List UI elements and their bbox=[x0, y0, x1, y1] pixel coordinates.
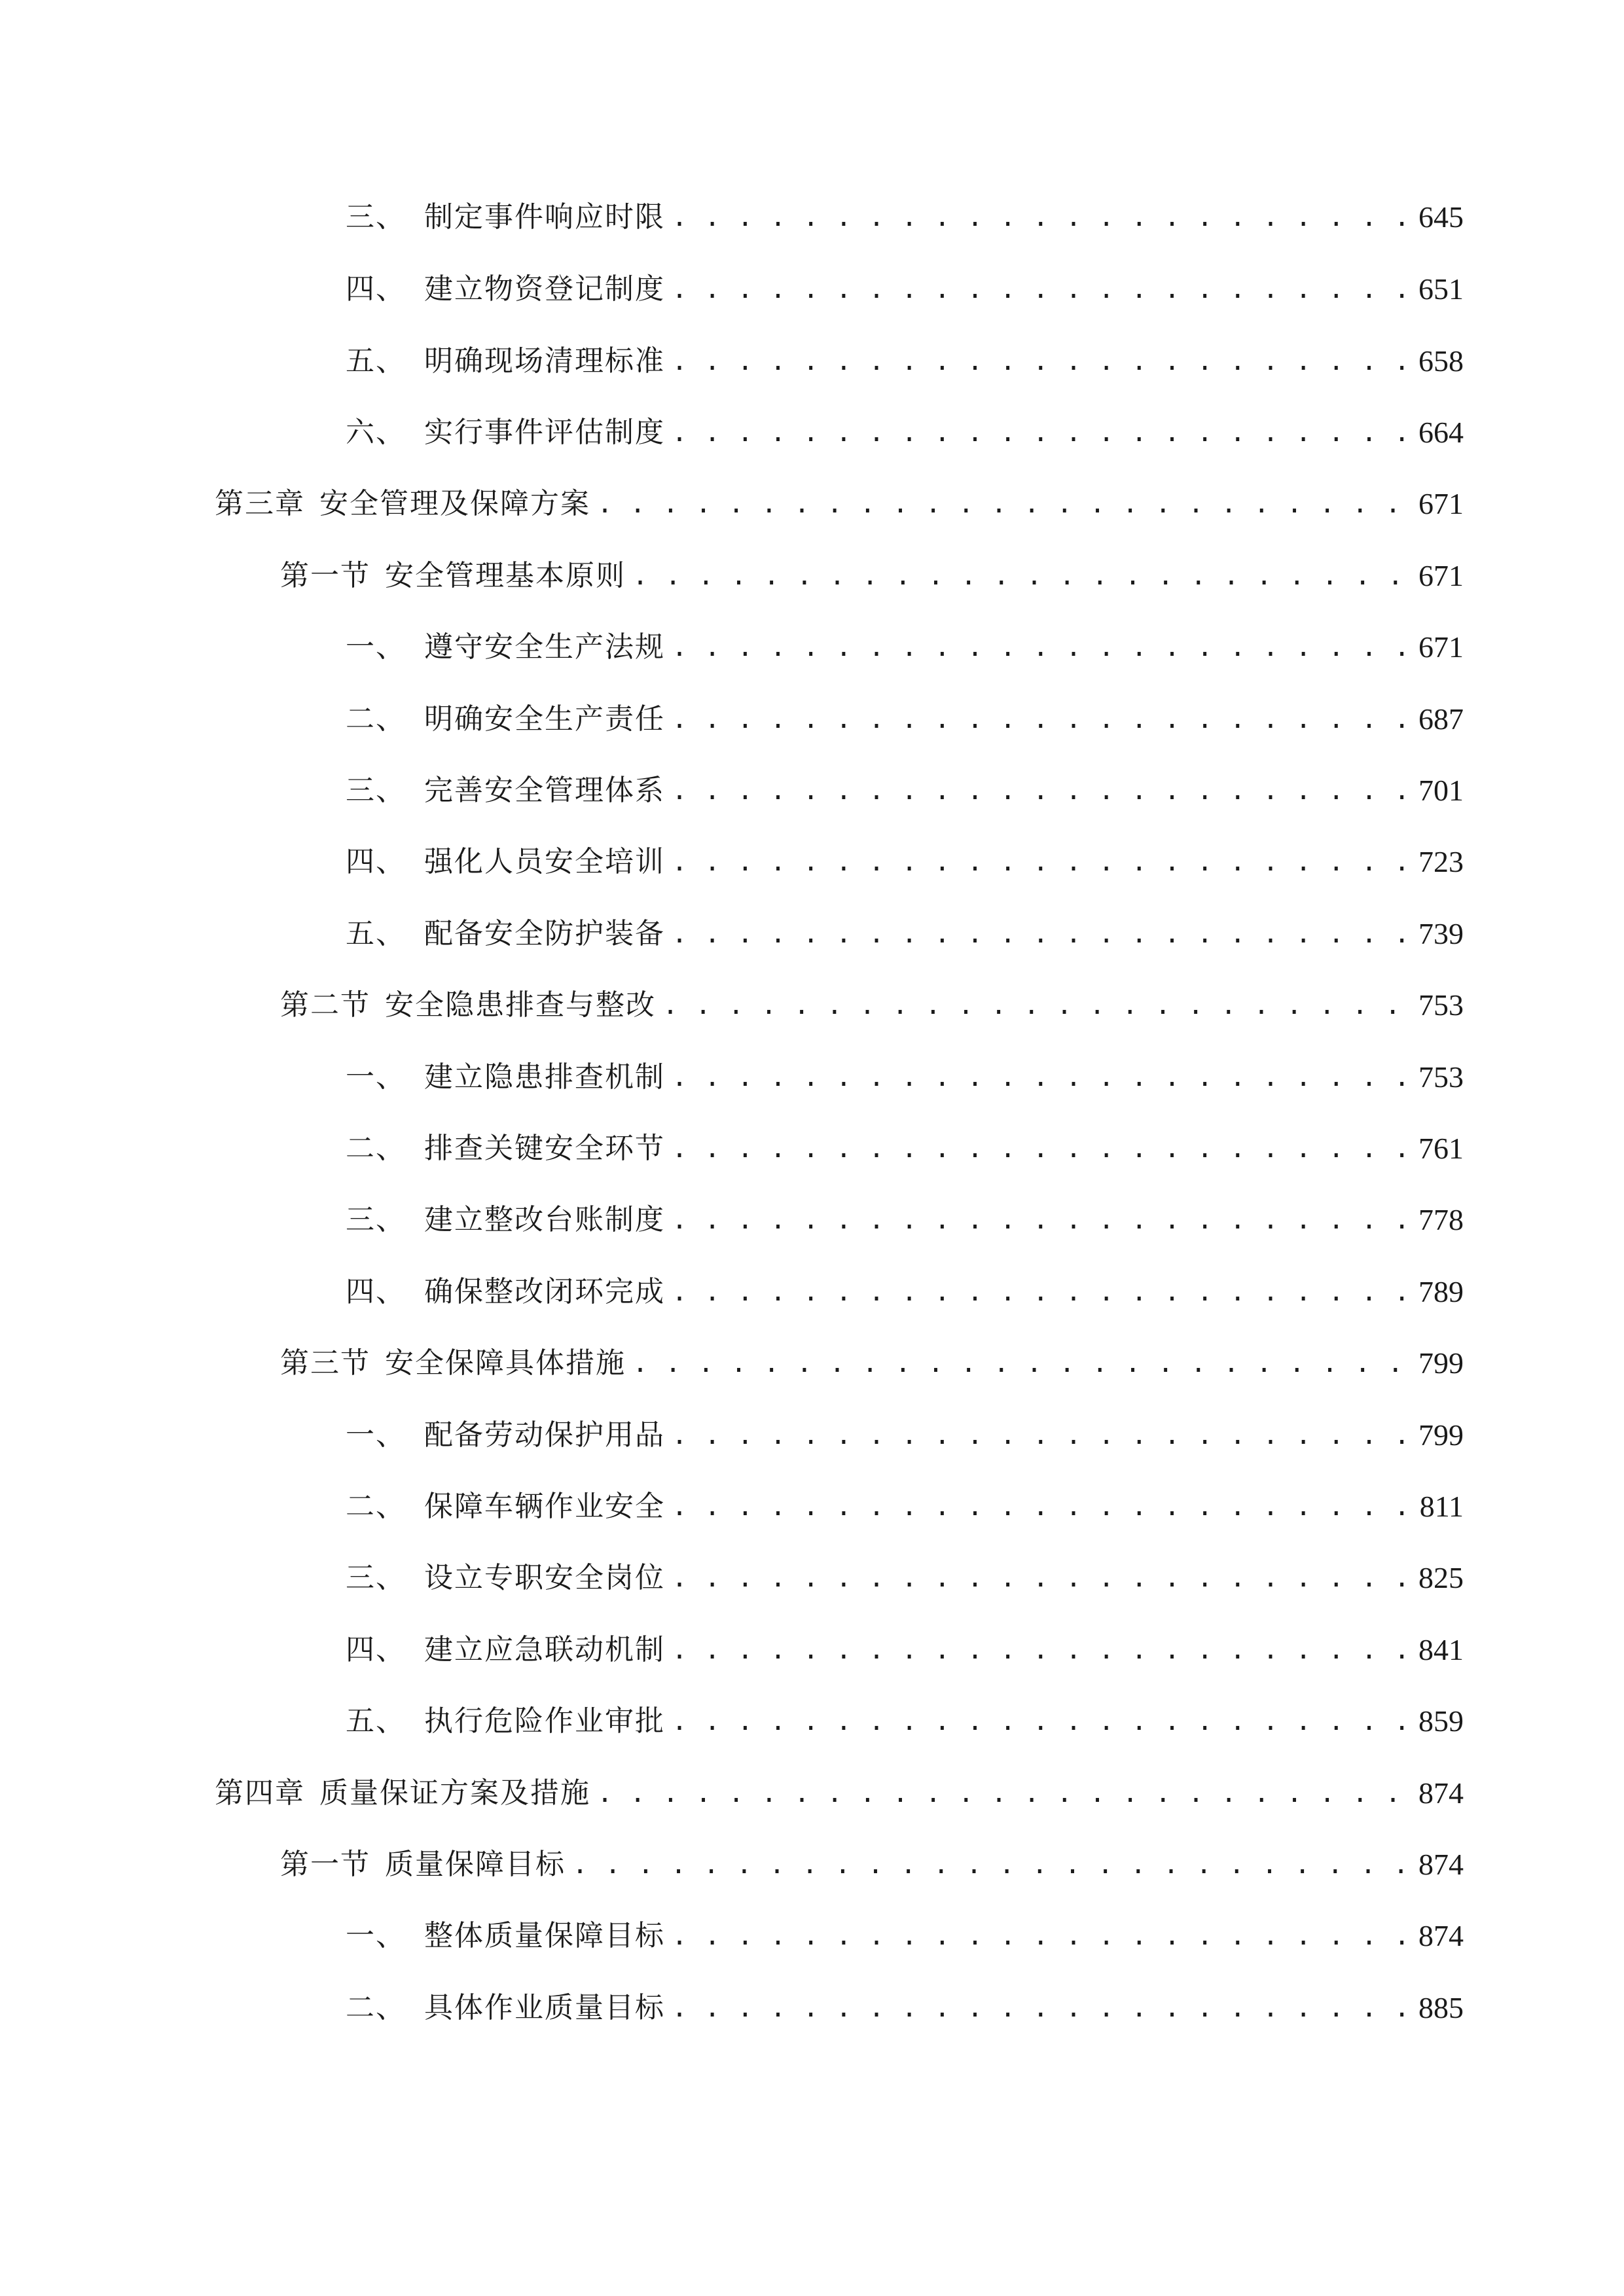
toc-entry[interactable] bbox=[346, 1122, 1464, 1175]
dot-leader bbox=[672, 1194, 1406, 1246]
dot-leader bbox=[672, 1695, 1406, 1748]
toc-entry-number: 二、 bbox=[346, 702, 406, 736]
dot-leader bbox=[672, 1624, 1406, 1676]
toc-chapter-number: 第三章 bbox=[215, 487, 305, 520]
toc-entry-title: 遵守安全生产法规 bbox=[424, 630, 665, 664]
toc-entry-title: 设立专职安全岗位 bbox=[424, 1561, 665, 1594]
toc-section-entry[interactable] bbox=[280, 550, 1464, 602]
toc-entry[interactable] bbox=[346, 335, 1464, 387]
toc-entry-number: 五、 bbox=[346, 344, 406, 378]
toc-entry-number: 六、 bbox=[346, 416, 406, 449]
toc-entry-page: 739 bbox=[1418, 917, 1464, 950]
toc-chapter-entry[interactable] bbox=[215, 1767, 1464, 1820]
toc-entry-title: 建立整改台账制度 bbox=[424, 1203, 665, 1236]
dot-leader bbox=[672, 406, 1406, 459]
dot-leader bbox=[632, 550, 1406, 602]
toc-entry-title: 建立隐患排查机制 bbox=[424, 1060, 665, 1094]
toc-entry-number: 三、 bbox=[346, 1561, 406, 1594]
toc-entry[interactable] bbox=[346, 1194, 1464, 1246]
dot-leader bbox=[672, 335, 1406, 387]
toc-section-number: 第二节 bbox=[280, 988, 370, 1022]
dot-leader bbox=[672, 1480, 1406, 1533]
dot-leader bbox=[672, 1409, 1406, 1462]
dot-leader bbox=[672, 1051, 1406, 1103]
toc-entry-number: 一、 bbox=[346, 1060, 406, 1094]
toc-entry-page: 753 bbox=[1418, 988, 1464, 1022]
toc-entry-page: 753 bbox=[1418, 1060, 1464, 1094]
toc-entry[interactable] bbox=[346, 1695, 1464, 1748]
toc-section-number: 第一节 bbox=[280, 559, 370, 592]
toc-entry-title: 建立物资登记制度 bbox=[424, 272, 665, 306]
toc-entry-number: 一、 bbox=[346, 630, 406, 664]
toc-section-title: 安全管理基本原则 bbox=[385, 559, 626, 592]
toc-section-number: 第一节 bbox=[280, 1848, 370, 1881]
toc-entry-number: 二、 bbox=[346, 1991, 406, 2024]
toc-entry-title: 保障车辆作业安全 bbox=[424, 1490, 665, 1523]
dot-leader bbox=[672, 263, 1406, 315]
toc-section-entry[interactable] bbox=[280, 1839, 1464, 1891]
toc-entry-page: 874 bbox=[1418, 1848, 1464, 1881]
toc-entry-title: 整体质量保障目标 bbox=[424, 1919, 665, 1952]
dot-leader bbox=[597, 478, 1406, 530]
toc-section-title: 质量保障目标 bbox=[385, 1848, 566, 1881]
dot-leader bbox=[672, 836, 1406, 888]
toc-entry-number: 二、 bbox=[346, 1490, 406, 1523]
toc-entry[interactable] bbox=[346, 1051, 1464, 1103]
toc-entry-title: 制定事件响应时限 bbox=[424, 200, 665, 234]
dot-leader bbox=[632, 1337, 1406, 1390]
toc-entry-number: 一、 bbox=[346, 1418, 406, 1452]
toc-entry-page: 778 bbox=[1418, 1203, 1464, 1236]
dot-leader bbox=[672, 191, 1406, 243]
toc-entry[interactable] bbox=[346, 406, 1464, 459]
toc-section-entry[interactable] bbox=[280, 979, 1464, 1031]
toc-entry-page: 723 bbox=[1418, 845, 1464, 878]
toc-entry-page: 701 bbox=[1418, 774, 1464, 807]
toc-entry-page: 859 bbox=[1418, 1704, 1464, 1738]
toc-entry[interactable] bbox=[346, 1552, 1464, 1604]
toc-entry-page: 671 bbox=[1418, 487, 1464, 520]
toc-entry-title: 具体作业质量目标 bbox=[424, 1991, 665, 2024]
toc-entry-title: 执行危险作业审批 bbox=[424, 1704, 665, 1738]
toc-entry[interactable] bbox=[346, 1266, 1464, 1318]
toc-entry-page: 799 bbox=[1418, 1418, 1464, 1452]
toc-entry[interactable] bbox=[346, 1982, 1464, 2034]
toc-entry-number: 一、 bbox=[346, 1919, 406, 1952]
toc-entry-title: 明确安全生产责任 bbox=[424, 702, 665, 736]
toc-entry-number: 二、 bbox=[346, 1132, 406, 1165]
dot-leader bbox=[672, 621, 1406, 673]
toc-chapter-number: 第四章 bbox=[215, 1776, 305, 1810]
dot-leader bbox=[662, 979, 1406, 1031]
toc-entry-page: 671 bbox=[1418, 559, 1464, 592]
toc-entry-number: 四、 bbox=[346, 1633, 406, 1666]
toc-entry-number: 三、 bbox=[346, 774, 406, 807]
toc-entry-page: 664 bbox=[1418, 416, 1464, 449]
toc-section-number: 第三节 bbox=[280, 1346, 370, 1380]
toc-chapter-title: 安全管理及保障方案 bbox=[319, 487, 590, 520]
toc-entry-page: 811 bbox=[1419, 1490, 1464, 1523]
toc-entry-title: 配备劳动保护用品 bbox=[424, 1418, 665, 1452]
toc-entry-page: 687 bbox=[1418, 702, 1464, 736]
toc-entry-title: 确保整改闭环完成 bbox=[424, 1275, 665, 1308]
toc-entry[interactable] bbox=[346, 693, 1464, 745]
toc-entry[interactable] bbox=[346, 263, 1464, 315]
toc-entry-page: 841 bbox=[1418, 1633, 1464, 1666]
dot-leader bbox=[672, 1982, 1406, 2034]
toc-section-entry[interactable] bbox=[280, 1337, 1464, 1390]
toc-entry[interactable] bbox=[346, 1409, 1464, 1462]
toc-entry-title: 强化人员安全培训 bbox=[424, 845, 665, 878]
toc-entry-number: 四、 bbox=[346, 845, 406, 878]
toc-entry-page: 885 bbox=[1418, 1991, 1464, 2024]
toc-entry-page: 789 bbox=[1418, 1275, 1464, 1308]
toc-entry-title: 建立应急联动机制 bbox=[424, 1633, 665, 1666]
toc-entry-page: 671 bbox=[1418, 630, 1464, 664]
dot-leader bbox=[672, 764, 1406, 817]
toc-entry-number: 五、 bbox=[346, 917, 406, 950]
toc-entry-title: 实行事件评估制度 bbox=[424, 416, 665, 449]
toc-entry[interactable] bbox=[346, 1624, 1464, 1676]
toc-chapter-entry[interactable] bbox=[215, 478, 1464, 530]
toc-entry-number: 三、 bbox=[346, 1203, 406, 1236]
toc-entry-title: 配备安全防护装备 bbox=[424, 917, 665, 950]
dot-leader bbox=[672, 1266, 1406, 1318]
toc-entry-number: 四、 bbox=[346, 1275, 406, 1308]
toc-entry-page: 799 bbox=[1418, 1346, 1464, 1380]
dot-leader bbox=[672, 1122, 1406, 1175]
toc-entry-page: 645 bbox=[1418, 200, 1464, 234]
toc-entry-page: 658 bbox=[1418, 344, 1464, 378]
toc-section-title: 安全隐患排查与整改 bbox=[385, 988, 656, 1022]
toc-entry-page: 761 bbox=[1418, 1132, 1464, 1165]
toc-chapter-title: 质量保证方案及措施 bbox=[319, 1776, 590, 1810]
dot-leader bbox=[672, 1910, 1406, 1962]
toc-entry[interactable] bbox=[346, 1910, 1464, 1962]
dot-leader bbox=[672, 1552, 1406, 1604]
toc-entry-page: 874 bbox=[1418, 1919, 1464, 1952]
toc-entry[interactable] bbox=[346, 621, 1464, 673]
dot-leader bbox=[672, 908, 1406, 960]
toc-entry-title: 明确现场清理标准 bbox=[424, 344, 665, 378]
toc-entry-number: 四、 bbox=[346, 272, 406, 306]
toc-entry-page: 874 bbox=[1418, 1776, 1464, 1810]
dot-leader bbox=[572, 1839, 1406, 1891]
toc-entry-number: 三、 bbox=[346, 200, 406, 234]
dot-leader bbox=[672, 693, 1406, 745]
dot-leader bbox=[597, 1767, 1406, 1820]
toc-entry[interactable] bbox=[346, 836, 1464, 888]
toc-entry[interactable] bbox=[346, 1480, 1464, 1533]
toc-entry[interactable] bbox=[346, 191, 1464, 243]
toc-entry[interactable] bbox=[346, 764, 1464, 817]
toc-section-title: 安全保障具体措施 bbox=[385, 1346, 626, 1380]
toc-entry-page: 651 bbox=[1418, 272, 1464, 306]
toc-entry-title: 排查关键安全环节 bbox=[424, 1132, 665, 1165]
toc-entry[interactable] bbox=[346, 908, 1464, 960]
toc-entry-title: 完善安全管理体系 bbox=[424, 774, 665, 807]
toc-entry-page: 825 bbox=[1418, 1561, 1464, 1594]
toc-entry-number: 五、 bbox=[346, 1704, 406, 1738]
